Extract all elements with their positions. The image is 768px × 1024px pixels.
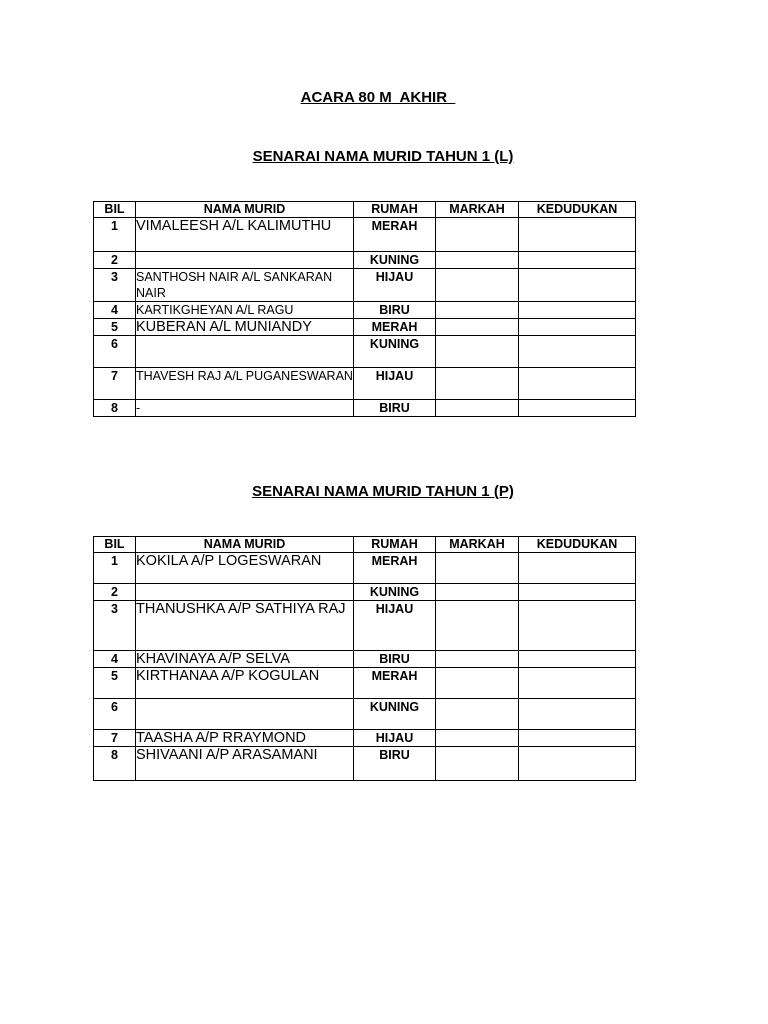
cell-nama-murid: KHAVINAYA A/P SELVA (136, 651, 354, 668)
cell-kedudukan[interactable] (519, 302, 636, 319)
table-row (94, 584, 636, 601)
cell-kedudukan[interactable] (519, 319, 636, 336)
cell-nama-murid (136, 252, 354, 269)
cell-bil: 3 (94, 601, 136, 651)
header-rumah: RUMAH (354, 202, 436, 218)
cell-bil: 1 (94, 218, 136, 252)
cell-nama-murid: THANUSHKA A/P SATHIYA RAJ (136, 601, 354, 651)
table-row (94, 668, 636, 699)
cell-rumah: HIJAU (354, 601, 436, 651)
cell-nama-murid: KARTIKGHEYAN A/L RAGU (136, 302, 354, 319)
cell-rumah: MERAH (354, 553, 436, 584)
cell-kedudukan[interactable] (519, 218, 636, 252)
cell-rumah: BIRU (354, 747, 436, 781)
header-rumah: RUMAH (354, 537, 436, 553)
cell-markah[interactable] (436, 747, 519, 781)
cell-rumah: MERAH (354, 218, 436, 252)
cell-nama-murid: KUBERAN A/L MUNIANDY (136, 319, 354, 336)
table-row (94, 269, 636, 302)
cell-markah[interactable] (436, 336, 519, 368)
cell-rumah: BIRU (354, 302, 436, 319)
cell-bil: 4 (94, 651, 136, 668)
table-header-row (94, 202, 636, 218)
cell-markah[interactable] (436, 218, 519, 252)
cell-nama-murid: KIRTHANAA A/P KOGULAN (136, 668, 354, 699)
cell-kedudukan[interactable] (519, 368, 636, 400)
cell-kedudukan[interactable] (519, 584, 636, 601)
cell-markah[interactable] (436, 302, 519, 319)
cell-markah[interactable] (436, 368, 519, 400)
cell-kedudukan[interactable] (519, 747, 636, 781)
cell-nama-murid: THAVESH RAJ A/L PUGANESWARAN (136, 368, 354, 400)
event-title: ACARA 80 M AKHIR (300, 89, 456, 106)
cell-bil: 5 (94, 668, 136, 699)
cell-nama-murid: - (136, 400, 354, 417)
cell-bil: 7 (94, 730, 136, 747)
roster-table-lelaki (93, 201, 636, 417)
cell-nama-murid: VIMALEESH A/L KALIMUTHU (136, 218, 354, 252)
roster-table-perempuan (93, 536, 636, 781)
cell-markah[interactable] (436, 601, 519, 651)
cell-rumah: HIJAU (354, 730, 436, 747)
cell-bil: 4 (94, 302, 136, 319)
table-row (94, 553, 636, 584)
header-bil: BIL (94, 537, 136, 553)
cell-markah[interactable] (436, 319, 519, 336)
table-row (94, 651, 636, 668)
header-kedudukan: KEDUDUKAN (519, 202, 636, 218)
cell-markah[interactable] (436, 553, 519, 584)
cell-rumah: MERAH (354, 668, 436, 699)
cell-bil: 6 (94, 699, 136, 730)
cell-kedudukan[interactable] (519, 699, 636, 730)
cell-kedudukan[interactable] (519, 400, 636, 417)
section-title-lelaki: SENARAI NAMA MURID TAHUN 1 (L) (252, 148, 514, 165)
cell-markah[interactable] (436, 699, 519, 730)
cell-rumah: HIJAU (354, 269, 436, 302)
cell-bil: 6 (94, 336, 136, 368)
cell-kedudukan[interactable] (519, 601, 636, 651)
section-title-perempuan: SENARAI NAMA MURID TAHUN 1 (P) (252, 483, 514, 500)
cell-markah[interactable] (436, 651, 519, 668)
cell-bil: 3 (94, 269, 136, 302)
cell-kedudukan[interactable] (519, 651, 636, 668)
cell-kedudukan[interactable] (519, 252, 636, 269)
cell-kedudukan[interactable] (519, 336, 636, 368)
table-header-row (94, 537, 636, 553)
cell-rumah: KUNING (354, 336, 436, 368)
table-row (94, 400, 636, 417)
header-bil: BIL (94, 202, 136, 218)
table-row (94, 319, 636, 336)
cell-nama-murid (136, 336, 354, 368)
cell-bil: 2 (94, 584, 136, 601)
cell-markah[interactable] (436, 252, 519, 269)
cell-bil: 2 (94, 252, 136, 269)
cell-markah[interactable] (436, 269, 519, 302)
table-row (94, 730, 636, 747)
table-row (94, 252, 636, 269)
cell-nama-murid (136, 584, 354, 601)
cell-rumah: MERAH (354, 319, 436, 336)
cell-nama-murid: KOKILA A/P LOGESWARAN (136, 553, 354, 584)
header-kedudukan: KEDUDUKAN (519, 537, 636, 553)
cell-nama-murid (136, 699, 354, 730)
cell-bil: 1 (94, 553, 136, 584)
cell-kedudukan[interactable] (519, 730, 636, 747)
table-row (94, 302, 636, 319)
cell-rumah: BIRU (354, 400, 436, 417)
cell-markah[interactable] (436, 730, 519, 747)
cell-kedudukan[interactable] (519, 269, 636, 302)
header-nama-murid: NAMA MURID (136, 202, 354, 218)
cell-bil: 5 (94, 319, 136, 336)
cell-bil: 8 (94, 747, 136, 781)
cell-bil: 7 (94, 368, 136, 400)
cell-rumah: KUNING (354, 252, 436, 269)
cell-bil: 8 (94, 400, 136, 417)
cell-markah[interactable] (436, 668, 519, 699)
cell-rumah: HIJAU (354, 368, 436, 400)
cell-kedudukan[interactable] (519, 668, 636, 699)
cell-nama-murid: SANTHOSH NAIR A/L SANKARAN NAIR (136, 269, 354, 302)
table-row (94, 368, 636, 400)
cell-markah[interactable] (436, 584, 519, 601)
cell-rumah: KUNING (354, 699, 436, 730)
header-markah: MARKAH (436, 537, 519, 553)
table-row (94, 699, 636, 730)
table-row (94, 747, 636, 781)
header-nama-murid: NAMA MURID (136, 537, 354, 553)
cell-kedudukan[interactable] (519, 553, 636, 584)
table-row (94, 218, 636, 252)
cell-nama-murid: TAASHA A/P RRAYMOND (136, 730, 354, 747)
cell-rumah: KUNING (354, 584, 436, 601)
table-row (94, 336, 636, 368)
cell-nama-murid: SHIVAANI A/P ARASAMANI (136, 747, 354, 781)
header-markah: MARKAH (436, 202, 519, 218)
cell-markah[interactable] (436, 400, 519, 417)
cell-rumah: BIRU (354, 651, 436, 668)
table-row (94, 601, 636, 651)
